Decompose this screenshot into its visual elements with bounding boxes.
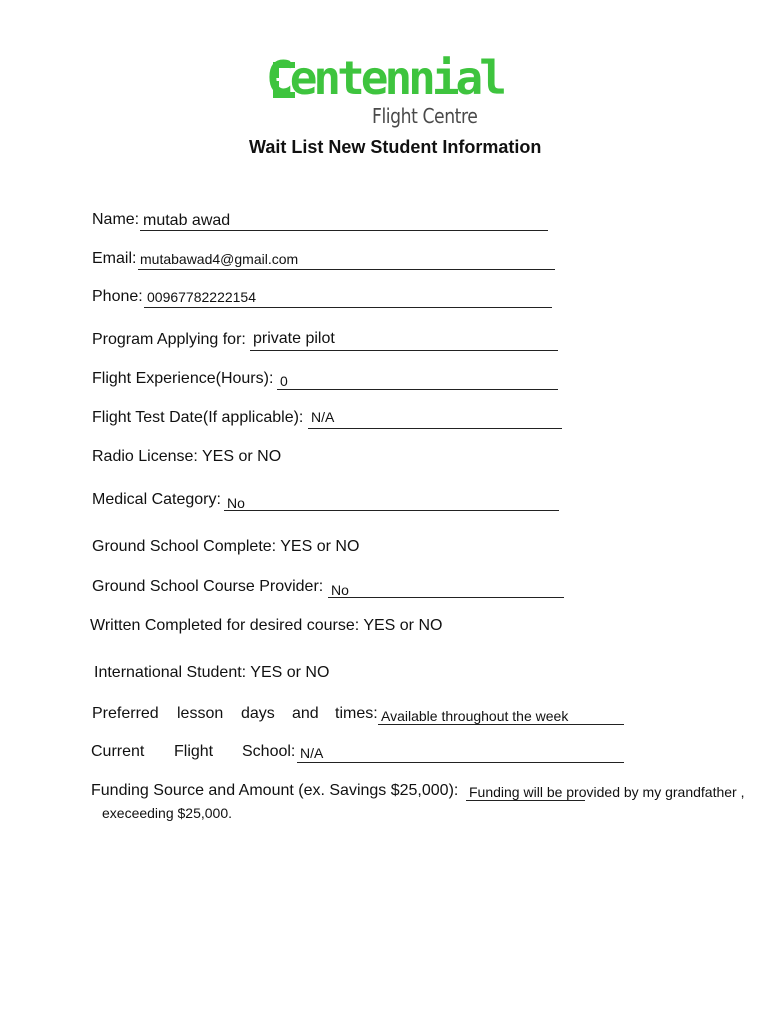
test-date-value: N/A [311,409,335,425]
experience-value: 0 [280,373,288,389]
logo-text: Centennial [266,51,503,105]
preferred-times-row [92,704,632,726]
phone-value: 00967782222154 [147,289,257,305]
radio-license-question: Radio License: YES or NO [92,448,282,465]
ground-provider-label: Ground School Course Provider: [92,578,324,595]
email-value: mutabawad4@gmail.com [140,251,299,267]
medical-value: No [227,495,245,511]
preferred-times-value: Available throughout the week [381,708,569,724]
current-school-value: N/A [300,745,324,761]
current-school-label-word: Flight [174,743,214,760]
test-date-field[interactable] [308,408,562,429]
ground-provider-field[interactable] [328,577,564,598]
funding-value-line2: execeeding $25,000. [102,805,232,821]
medical-label: Medical Category: [92,491,221,508]
company-logo [266,51,503,134]
international-student-question: International Student: YES or NO [94,664,330,681]
document-title: Wait List New Student Information [249,137,542,157]
ground-provider-value: No [331,582,349,598]
preferred-label-word: lesson [177,705,224,722]
name-label: Name: [92,211,140,228]
preferred-label-word: times: [335,705,378,722]
current-school-label-word: Current [91,743,145,760]
program-label: Program Applying for: [92,331,246,348]
current-school-label-word: School: [242,743,296,760]
preferred-label-word: Preferred [92,705,159,722]
medical-field[interactable] [224,490,559,511]
current-school-row [91,742,631,764]
funding-value-line1: Funding will be provided by my grandfather , [469,784,745,800]
phone-label: Phone: [92,288,143,305]
preferred-label-word: and [292,705,319,722]
email-label: Email: [92,250,137,267]
program-value: private pilot [253,330,335,347]
name-value: mutab awad [143,212,231,229]
test-date-label: Flight Test Date(If applicable): [92,409,304,426]
funding-label: Funding Source and Amount (ex. Savings $25,000): [91,782,459,799]
logo-subtext: Flight Centre [372,104,478,128]
experience-field[interactable] [277,369,558,390]
current-school-field[interactable] [297,742,624,763]
experience-label: Flight Experience(Hours): [92,370,274,387]
written-completed-question: Written Completed for desired course: YES or NO [90,617,443,634]
ground-school-complete-question: Ground School Complete: YES or NO [92,538,360,555]
preferred-label-word: days [241,705,275,722]
